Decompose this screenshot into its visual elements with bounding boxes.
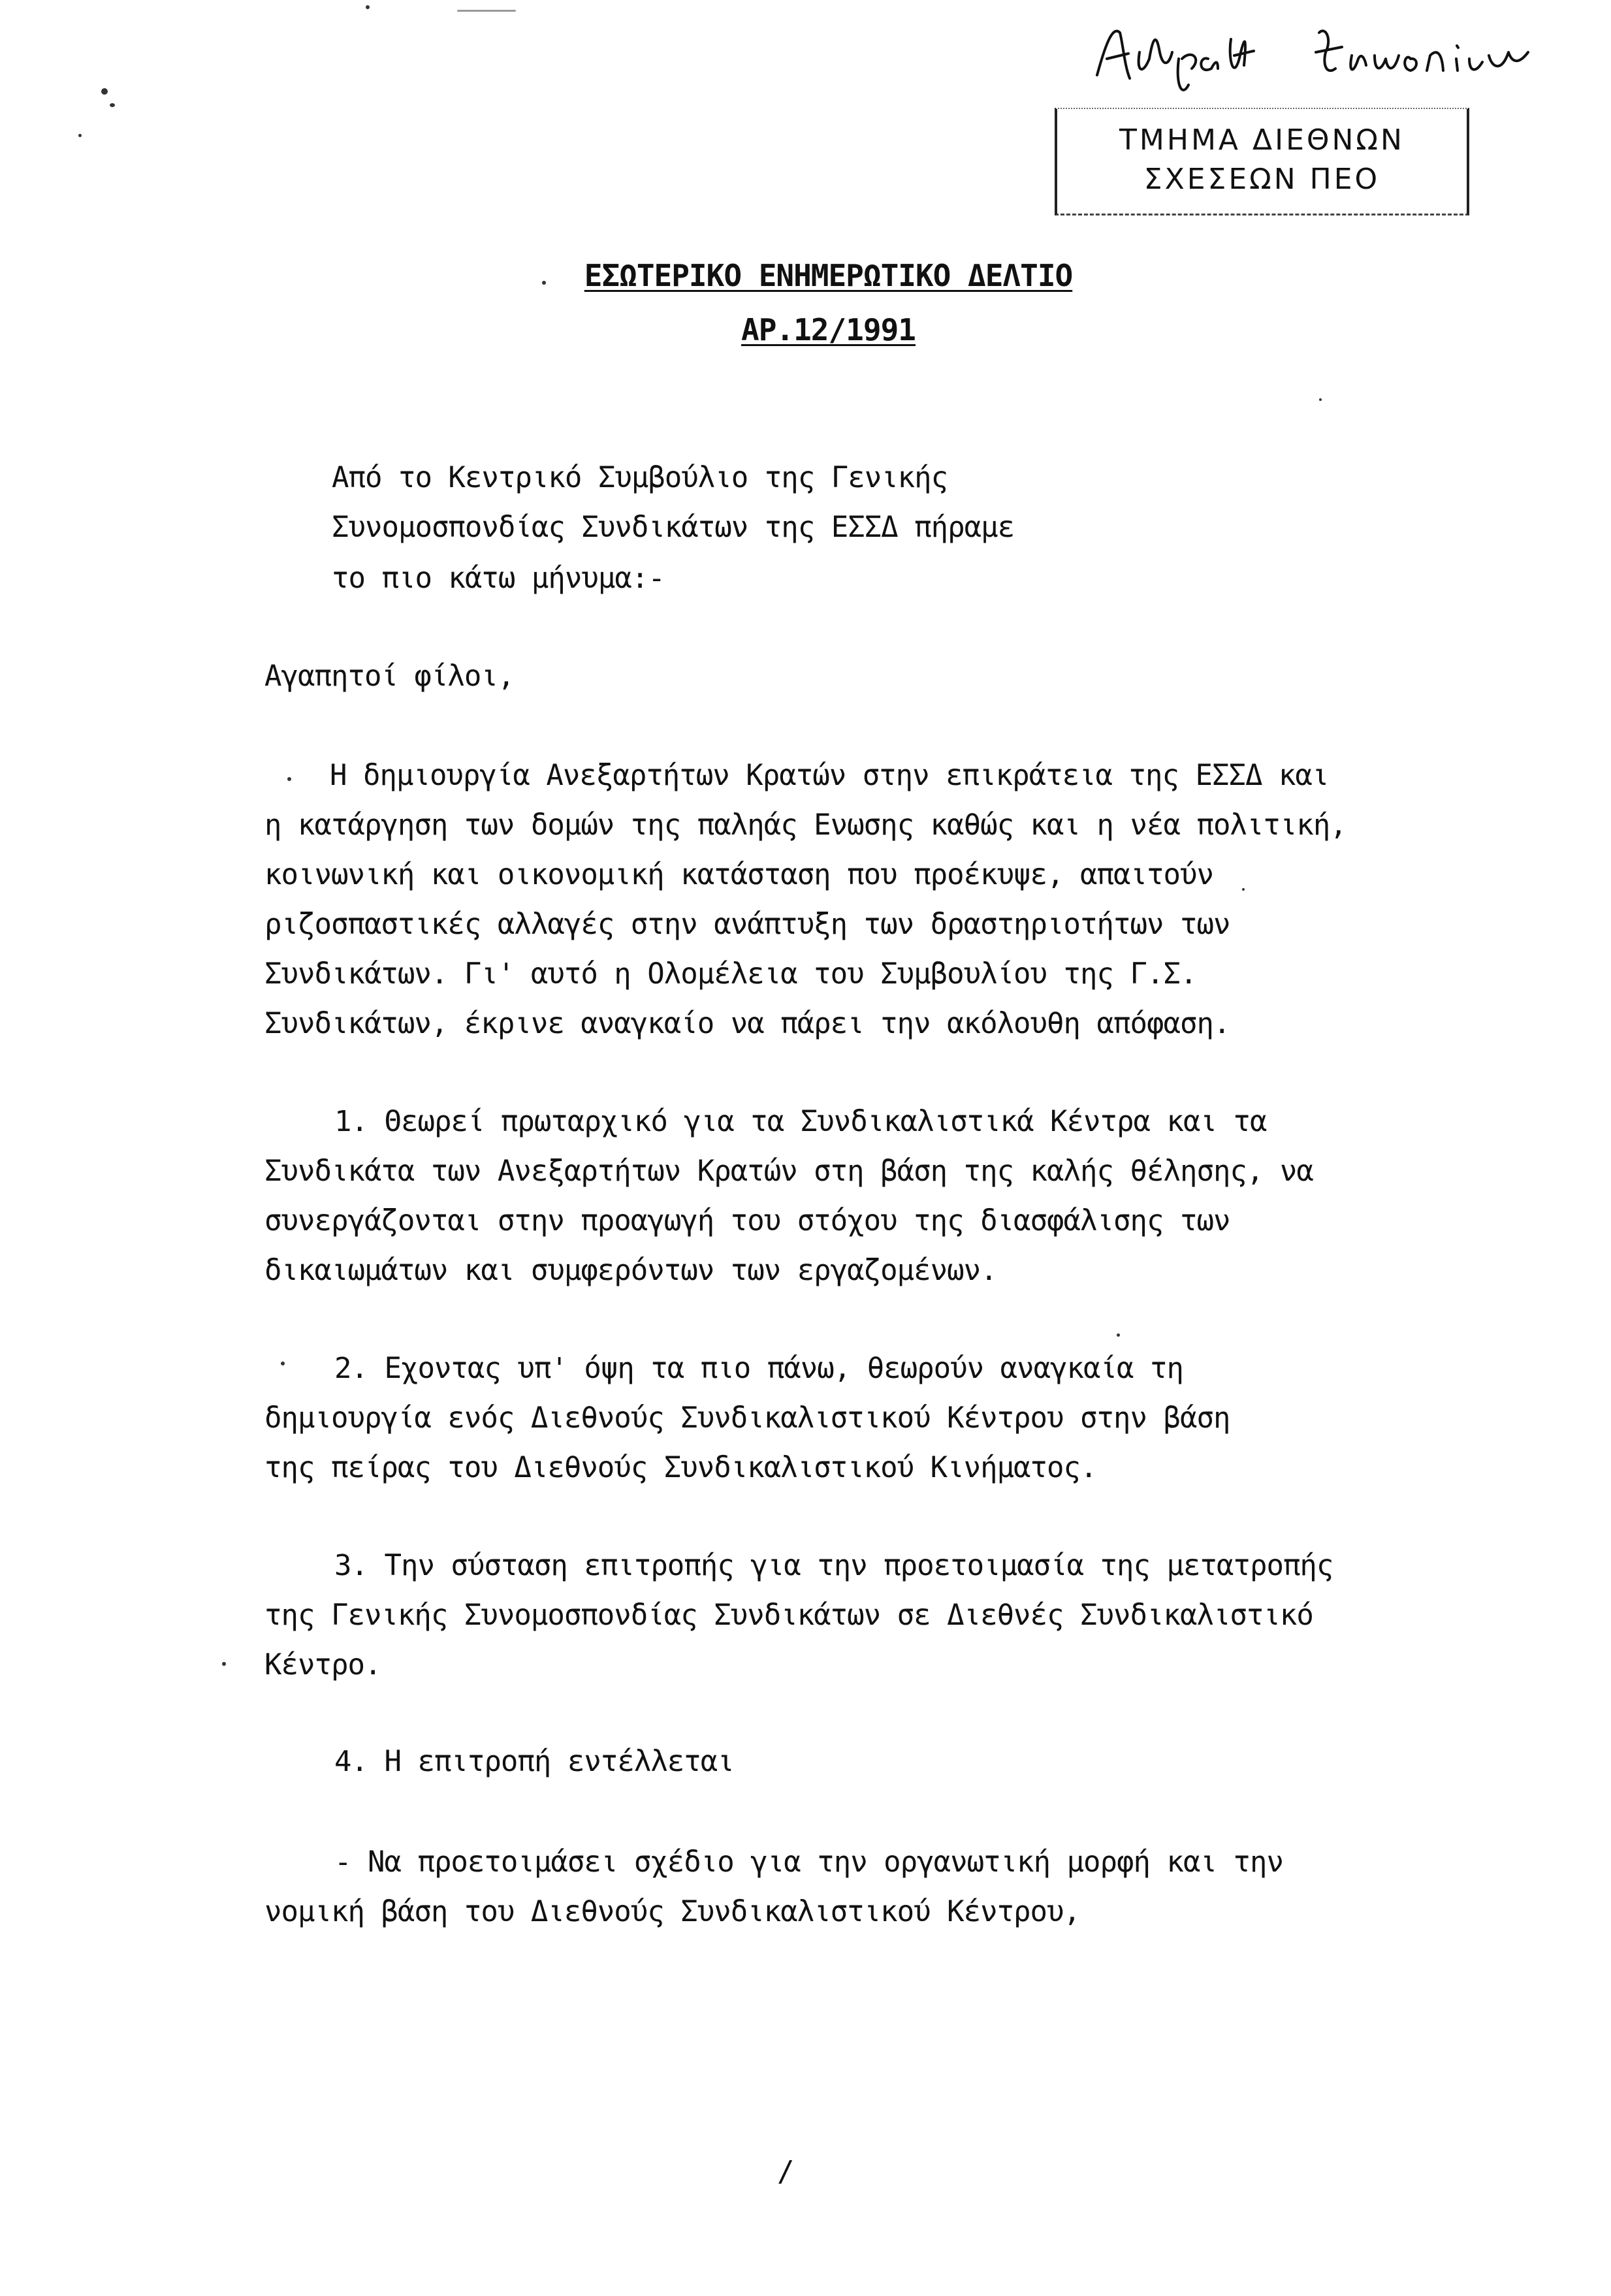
item-2-line-1: 2. Εχοντας υπ' όψη τα πιο πάνω, θεωρούν αναγκαία τη: [334, 1352, 1184, 1385]
item-4-line-2: νομική βάση του Διεθνούς Συνδικαλιστικού Κέντρου,: [264, 1895, 1081, 1928]
scan-speck: [281, 1362, 285, 1365]
scan-speck: [1242, 888, 1245, 891]
item-1-line-3: συνεργάζονται στην προαγωγή του στόχου της διασφάλισης των: [264, 1204, 1230, 1237]
scan-speck: [366, 5, 370, 9]
intro-line-2: Συνομοσπονδίας Συνδικάτων της ΕΣΣΔ πήραμε: [332, 511, 1015, 544]
item-3-line-1: 3. Την σύσταση επιτροπής για την προετοιμασία της μετατροπής: [334, 1549, 1333, 1582]
scan-speck: [1117, 1333, 1120, 1337]
scan-speck: [222, 1662, 226, 1666]
handwritten-signature: [1084, 13, 1535, 91]
bulletin-number: ΑΡ.12/1991: [741, 312, 916, 347]
paragraph-1-line-4: ριζοσπαστικές αλλαγές στην ανάπτυξη των δραστηριοτήτων των: [264, 908, 1230, 941]
intro-line-3: το πιο κάτω μήνυμα:-: [332, 562, 665, 595]
stamp-line-1: ΤΜΗΜΑ ΔΙΕΘΝΩΝ: [1119, 123, 1405, 157]
item-1-line-4: δικαιωμάτων και συμφερόντων των εργαζομένων.: [264, 1254, 997, 1287]
paragraph-1-line-2: η κατάργηση των δομών της παληάς Ενωσης καθώς και η νέα πολιτική,: [264, 808, 1347, 842]
stamp-line-2: ΣΧΕΣΕΩΝ ΠΕΟ: [1143, 163, 1380, 196]
item-4-line-1: - Να προετοιμάσει σχέδιο για την οργανωτική μορφή και την: [334, 1845, 1283, 1879]
document-title: ΕΣΩΤΕΡΙΚΟ ΕΝΗΜΕΡΩΤΙΚΟ ΔΕΛΤΙΟ: [584, 258, 1073, 293]
scan-speck: [542, 281, 546, 285]
item-3-line-2: της Γενικής Συνομοσπονδίας Συνδικάτων σε Διεθνές Συνδικαλιστικό: [264, 1599, 1313, 1632]
item-2-line-2: δημιουργία ενός Διεθνούς Συνδικαλιστικού Κέντρου στην βάση: [264, 1401, 1230, 1435]
scan-speck: [287, 777, 291, 781]
department-stamp: [1055, 108, 1469, 215]
scan-speck: [1319, 398, 1322, 401]
scan-speck: [457, 10, 516, 12]
paragraph-1-line-6: Συνδικάτων, έκρινε αναγκαίο να πάρει την ακόλουθη απόφαση.: [264, 1007, 1230, 1040]
scan-speck: [78, 134, 82, 137]
footer-mark: /: [777, 2155, 794, 2188]
scan-speck: [101, 88, 108, 95]
item-1-line-1: 1. Θεωρεί πρωταρχικό για τα Συνδικαλιστικά Κέντρα και τα: [334, 1105, 1267, 1138]
item-1-line-2: Συνδικάτα των Ανεξαρτήτων Κρατών στη βάση της καλής θέλησης, να: [264, 1155, 1313, 1188]
paragraph-1-line-1: Η δημιουργία Ανεξαρτήτων Κρατών στην επικράτεια της ΕΣΣΔ και: [330, 759, 1329, 792]
salutation: Αγαπητοί φίλοι,: [264, 660, 515, 693]
intro-line-1: Από το Κεντρικό Συμβούλιο της Γενικής: [332, 461, 948, 494]
item-2-line-3: της πείρας του Διεθνούς Συνδικαλιστικού Κινήματος.: [264, 1451, 1097, 1484]
scan-speck: [110, 103, 115, 107]
item-3-line-3: Κέντρο.: [264, 1648, 381, 1682]
paragraph-1-line-5: Συνδικάτων. Γι' αυτό η Ολομέλεια του Συμβουλίου της Γ.Σ.: [264, 957, 1197, 991]
paragraph-1-line-3: κοινωνική και οικονομική κατάσταση που προέκυψε, απαιτούν: [264, 858, 1213, 891]
item-4-heading: 4. Η επιτροπή εντέλλεται: [334, 1745, 734, 1778]
